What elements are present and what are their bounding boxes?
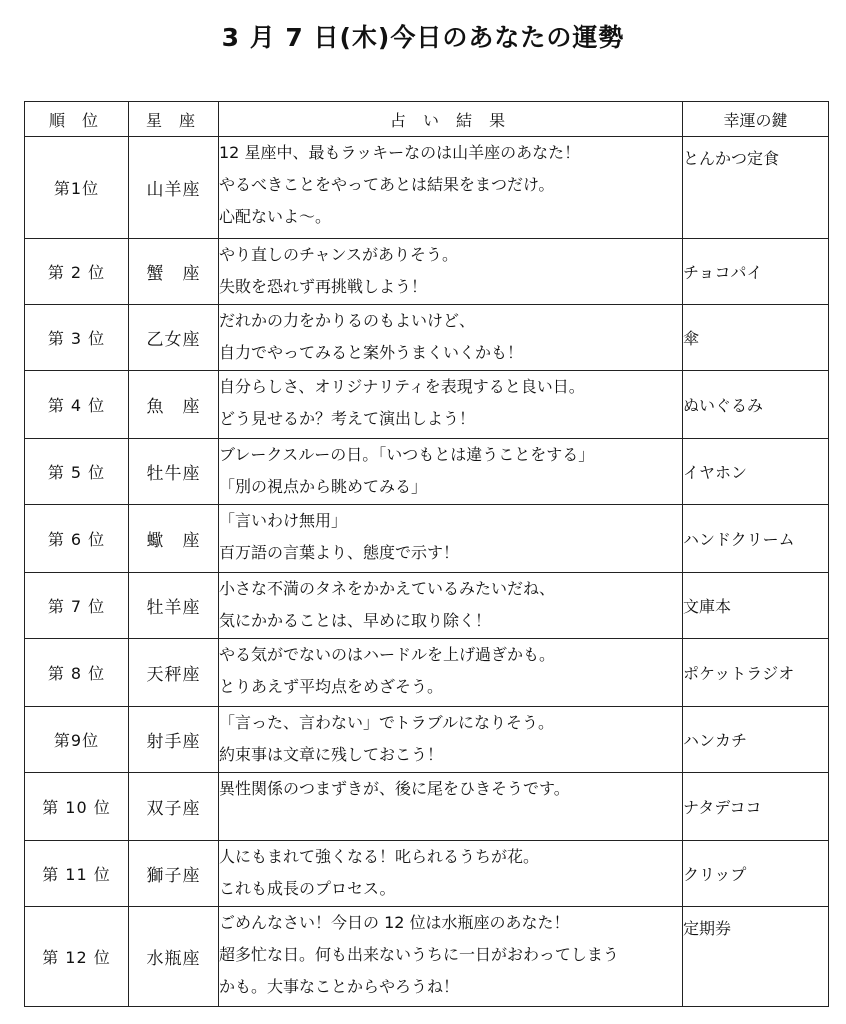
result-line: 失敗を恐れず再挑戦しよう！ <box>219 277 428 296</box>
result-cell <box>219 305 683 371</box>
result-line: 人にもまれて強くなる！叱られるうちが花。 <box>219 847 540 866</box>
result-line: やるべきことをやってあとは結果をまつだけ。 <box>219 175 555 194</box>
rank-cell: 第 2 位 <box>25 239 129 305</box>
result-cell <box>219 907 683 1007</box>
result-line: 自分らしさ、オリジナリティを表現すると良い日。 <box>219 377 585 396</box>
rank-cell: 第 3 位 <box>25 305 129 371</box>
sign-cell: 射手座 <box>129 707 219 773</box>
result-line: とりあえず平均点をめざそう。 <box>219 677 444 696</box>
table-row <box>25 371 829 439</box>
sign-cell: 乙女座 <box>129 305 219 371</box>
result-cell <box>219 371 683 439</box>
header-result: 占 い 結 果 <box>219 102 683 137</box>
result-cell <box>219 639 683 707</box>
sign-cell: 双子座 <box>129 773 219 841</box>
result-line: これも成長のプロセス。 <box>219 879 396 898</box>
lucky-key-cell: チョコパイ <box>683 239 829 305</box>
table-row <box>25 505 829 573</box>
header-sign: 星 座 <box>129 102 219 137</box>
lucky-key-cell: ぬいぐるみ <box>683 371 829 439</box>
result-line: 「別の視点から眺めてみる」 <box>219 477 428 496</box>
table-row <box>25 305 829 371</box>
result-line: 「言いわけ無用」 <box>219 511 348 530</box>
table-row <box>25 707 829 773</box>
lucky-key-cell: ハンドクリーム <box>683 505 829 573</box>
lucky-key-cell: とんかつ定食 <box>683 137 829 239</box>
result-line: やる気がでないのはハードルを上げ過ぎかも。 <box>219 645 556 664</box>
rank-cell: 第 11 位 <box>25 841 129 907</box>
table-row <box>25 841 829 907</box>
sign-cell: 牡羊座 <box>129 573 219 639</box>
result-cell <box>219 573 683 639</box>
sign-cell: 獅子座 <box>129 841 219 907</box>
result-cell <box>219 773 683 841</box>
rank-cell: 第 6 位 <box>25 505 129 573</box>
rank-cell: 第 10 位 <box>25 773 129 841</box>
sign-cell: 天秤座 <box>129 639 219 707</box>
sign-cell: 魚 座 <box>129 371 219 439</box>
rank-cell: 第9位 <box>25 707 129 773</box>
sign-cell: 山羊座 <box>129 137 219 239</box>
result-line: 小さな不満のタネをかかえているみたいだね、 <box>219 579 556 598</box>
table-body <box>25 137 829 1007</box>
lucky-key-cell: ナタデココ <box>683 773 829 841</box>
page-title: 3 月 7 日(木)今日のあなたの運勢 <box>221 23 625 52</box>
rank-cell: 第 4 位 <box>25 371 129 439</box>
result-line: 12 星座中、最もラッキーなのは山羊座のあなた！ <box>219 143 581 162</box>
result-cell <box>219 137 683 239</box>
sign-cell: 水瓶座 <box>129 907 219 1007</box>
lucky-key-cell: 定期券 <box>683 907 829 1007</box>
table-row <box>25 239 829 305</box>
rank-cell: 第 5 位 <box>25 439 129 505</box>
result-cell <box>219 239 683 305</box>
fortune-table <box>24 101 829 1007</box>
result-cell <box>219 505 683 573</box>
lucky-key-cell: クリップ <box>683 841 829 907</box>
result-line: 約束事は文章に残しておこう！ <box>219 745 444 764</box>
rank-cell: 第 7 位 <box>25 573 129 639</box>
lucky-key-cell: 傘 <box>683 305 829 371</box>
result-cell <box>219 841 683 907</box>
result-cell <box>219 707 683 773</box>
table-row <box>25 439 829 505</box>
result-line: 百万語の言葉より、態度で示す！ <box>219 543 460 562</box>
rank-cell: 第 8 位 <box>25 639 129 707</box>
table-row <box>25 907 829 1007</box>
result-line: かも。大事なことからやろうね！ <box>219 977 460 996</box>
header-rank: 順 位 <box>25 102 129 137</box>
result-line: 「言った、言わない」でトラブルになりそう。 <box>219 713 555 732</box>
result-line: 超多忙な日。何も出来ないうちに一日がおわってしまう <box>219 945 619 964</box>
lucky-key-cell: 文庫本 <box>683 573 829 639</box>
result-line: ごめんなさい！今日の 12 位は水瓶座のあなた！ <box>219 913 570 932</box>
result-line: やり直しのチャンスがありそう。 <box>219 245 459 264</box>
lucky-key-cell: ポケットラジオ <box>683 639 829 707</box>
table-row <box>25 137 829 239</box>
result-cell <box>219 439 683 505</box>
result-line: どう見せるか？考えて演出しよう！ <box>219 409 476 428</box>
sign-cell: 蟹 座 <box>129 239 219 305</box>
rank-cell: 第 12 位 <box>25 907 129 1007</box>
sign-cell: 蠍 座 <box>129 505 219 573</box>
table-row <box>25 573 829 639</box>
lucky-key-cell: ハンカチ <box>683 707 829 773</box>
result-line: ブレークスルーの日。「いつもとは違うことをする」 <box>219 445 595 464</box>
sign-cell: 牡牛座 <box>129 439 219 505</box>
result-line: だれかの力をかりるのもよいけど、 <box>219 311 476 330</box>
result-line: 自力でやってみると案外うまくいくかも！ <box>219 343 524 362</box>
result-line: 心配ないよ～。 <box>219 207 332 226</box>
header-key: 幸運の鍵 <box>683 102 829 137</box>
table-row <box>25 639 829 707</box>
result-line: 気にかかることは、早めに取り除く！ <box>219 611 492 630</box>
rank-cell: 第1位 <box>25 137 129 239</box>
table-row <box>25 773 829 841</box>
result-line: 異性関係のつまずきが、後に尾をひきそうです。 <box>219 779 570 798</box>
table-header-row <box>25 102 829 137</box>
lucky-key-cell: イヤホン <box>683 439 829 505</box>
